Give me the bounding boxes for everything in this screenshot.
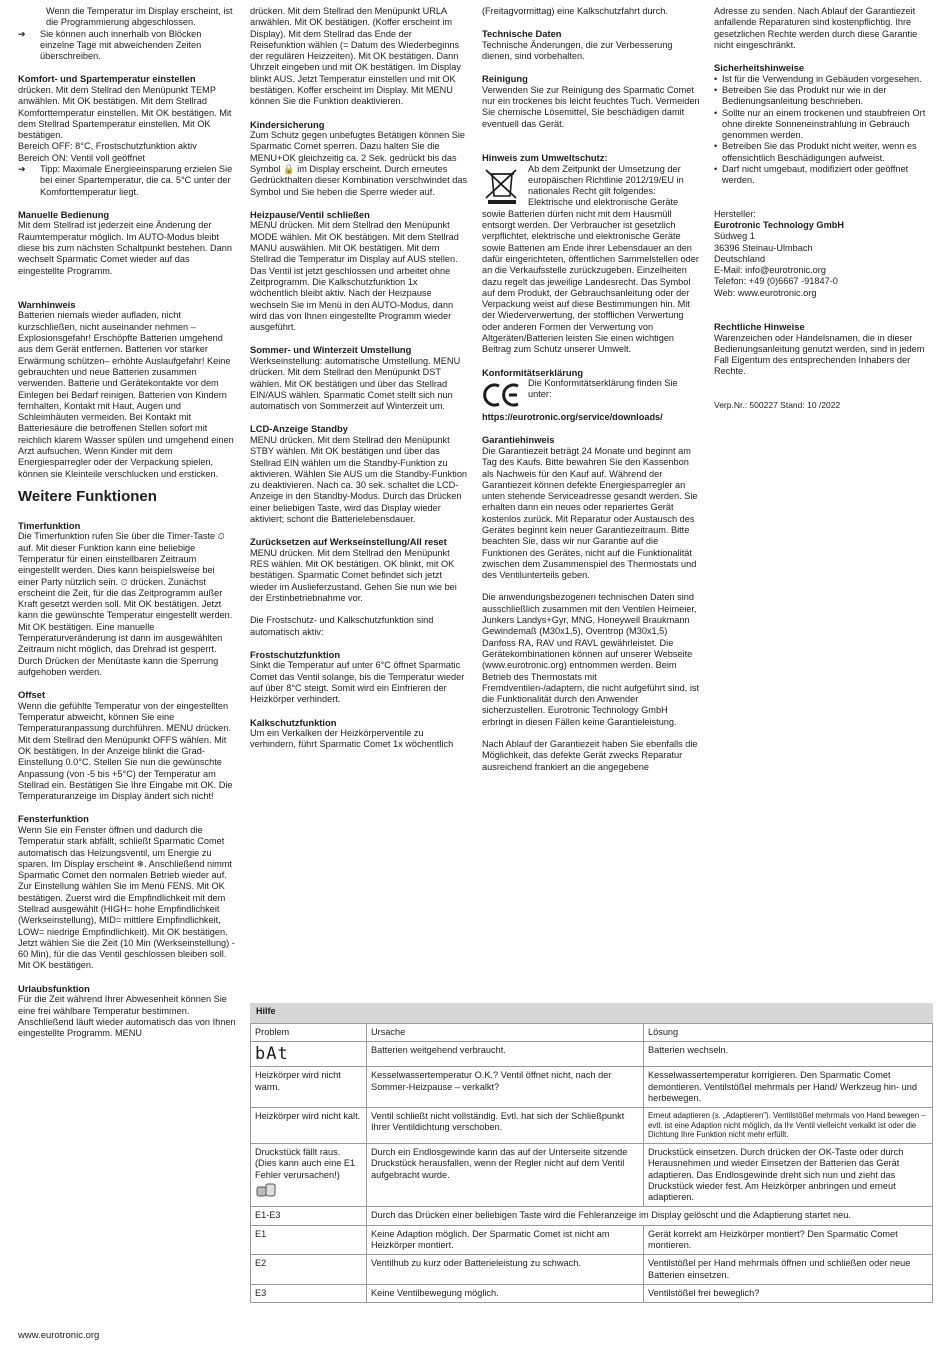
frost-intro: Die Frostschutz- und Kalkschutzfunktion sind automatisch aktiv:: [250, 615, 434, 637]
sicherheit-item-text: Betreiben Sie das Produkt nicht weiter, wenn es offensichtlich Beschädigungen aufweist.: [722, 141, 917, 163]
anwendung-text: Die anwendungsbezogenen technischen Daten sind ausschließlich zusammen mit den Ventilen Heimeier, Junkers Landys+Gyr, MNG, Honeywell Braukmann Gewindemaß (M30x1,5), Oventrop (M30x1,5) Danfoss RA, RAV und RAVL gewährleistet. Die Gerätekombinationen können auf unserer Webseite (www.eurotronic.org) entnommen werden. Beim Betrieb des Thermostats mit Fremdventilen-/adaptern, die nicht aufgeführt sind, ist die Funktionalität durch den Anwender sicherzustellen. Eurotronic Technology GmbH erbringt in diesen Fällen keine Garantieleistung.: [482, 592, 700, 727]
urlaub-heading: Urlaubsfunktion: [18, 982, 90, 994]
bullet-icon: •: [714, 107, 718, 118]
ursache-cell: Keine Ventilbewegung möglich.: [367, 1284, 644, 1302]
frost-heading: Frostschutzfunktion: [250, 648, 341, 660]
garantie-text: Die Garantiezeit beträgt 24 Monate und beginnt am Tag des Kaufs. Bitte bewahren Sie den Kassenbon als Nachweis für den Kauf auf. Während der Garantiezeit können defekte Energiesparregler an unten stehende Serviceadresse gesandt werden. Sie erhalten dann ein neues oder repariertes Gerät kostenlos zurück. Mit Reparatur oder Austausch des Gerätes beginnt kein neuer Garantiezeitraum. Bitte beachten Sie, dass wir nur Garantie auf die Funktionen des Gerätes, nicht auf die Funktionalität zwischen dem Zusammenspiel des Thermostats und des Ventilunterteils geben.: [482, 445, 698, 581]
sicherheit-item-text: Betreiben Sie das Produkt nur wie in der Bedienungsanleitung beschrieben.: [722, 84, 887, 107]
help-table: [250, 1023, 933, 1303]
help-title: Hilfe: [250, 1003, 933, 1023]
tipp-text: Tipp: Maximale Energieeinsparung erzielen Sie bei einer Spartemperatur, die ca. 5°C unter der Komforttemperatur liegt.: [40, 164, 233, 197]
lcd-heading: LCD-Anzeige Standby: [250, 423, 348, 435]
fenster-heading: Fensterfunktion: [18, 813, 89, 825]
hersteller-street: Südweg 1: [714, 231, 755, 242]
table-row: [251, 1225, 933, 1255]
bullet-icon: •: [714, 73, 718, 84]
komfort-heading: Komfort- und Spartemperatur einstellen: [18, 73, 196, 85]
ursache-cell: Durch ein Endlosgewinde kann das auf der Unterseite sitzende Druckstück herausfallen, wenn der Regler nicht auf dem Ventil aufgebracht wurde.: [367, 1143, 644, 1206]
intro-text-1: Wenn die Temperatur im Display erscheint, ist die Programmierung abgeschlossen.: [46, 6, 233, 28]
table-row: [251, 1067, 933, 1108]
kinder-text: Zum Schutz gegen unbefugtes Betätigen können Sie Sparmatic Comet sperren. Dazu halten Sie die MENU+OK gleichzeitig ca. 2 Sek. gedrückt bis das Symbol 🔒 im Display erscheint. Durch erneutes Gedrückthalten dieser Kombination verschwindet das Symbol und Sie heben die Sperre wieder auf.: [250, 130, 468, 197]
timer-heading: Timerfunktion: [18, 519, 81, 531]
ursache-cell: Kesselwassertemperatur O.K.? Ventil öffnet nicht, nach der Sommer-Heizpause – verkalkt?: [367, 1067, 644, 1108]
table-row: [251, 1042, 933, 1067]
sicherheit-item-text: Darf nicht umgebaut, modifiziert oder geöffnet werden.: [722, 164, 909, 186]
warn-text: Batterien niemals wieder aufladen, nicht kurzschließen, nicht auseinander nehmen – Explosionsgefahr! Erschöpfte Batterien umgehend aus dem Gerät entfernen. Batterien vor starker Erwärmung schützen– erhöhte Auslaufgefahr! Keine gebrauchten und neue Batterien zusammen verwenden. Batterie und Gerätekontakte vor dem Einlegen bei Bedarf reinigen. Batterien von Kindern fernhalten, Kontakt mit Haut, Augen und Schleimhäuten vermeiden. Bei Kontakt mit Batteriesäure die betroffenen Stellen sofort mit reichlich klarem Wasser spülen und umgehend einen Arzt aufsuchen. Wenn Kinder mit dem Energiesparregler oder der Verpackung spielen, können sie Kleinteile verschlucken und ersticken.: [18, 310, 234, 479]
intro-arrow-item: [18, 29, 236, 63]
hersteller-label: Hersteller:: [714, 208, 756, 219]
sicherheit-heading: Sicherheitshinweise: [714, 62, 805, 74]
sommer-heading: Sommer- und Winterzeit Umstellung: [250, 344, 412, 356]
timer-text: Die Timerfunktion rufen Sie über die Timer-Taste ⏲ auf. Mit dieser Funktion kann eine beliebige Temperatur für einen einstellbaren Zeitraum eingestellt werden. Dies kann beispielsweise bei einer Party nützlich sein. ⏲ drücken. Zunächst erscheint die Zeit, für die das Zeitprogramm außer Kraft gesetzt werden soll. Mit OK bestätigen. Jetzt kann die gewünschte Temperatur eingestellt werden. Mit OK bestätigen. Eine manuelle Temperaturveränderung ist dann im ausgewählten Zeitraum nicht möglich, das Drehrad ist gesperrt. Durch Drücken der Menütaste kann die Sperrung aufgehoben werden.: [18, 531, 233, 677]
column-4: [714, 6, 932, 411]
problem-cell: [251, 1143, 367, 1206]
urlaub-text: Für die Zeit während Ihrer Abwesenheit können Sie eine frei wählbare Temperatur bestimmen. Anschließend läuft wieder automatisch das von Ihnen eingestellte Programm. MENU: [18, 994, 236, 1039]
sicherheit-item: [714, 108, 932, 142]
frost-text: Sinkt die Temperatur auf unter 6°C öffnet Sparmatic Comet das Ventil solange, bis die Temperatur wieder auf über 8°C steigt. Somit wird ein Einfrieren der Heizkörper verhindert.: [250, 660, 465, 705]
lcd-text: MENU drücken. Mit dem Stellrad den Menüpunkt STBY wählen. Mit OK bestätigen und über das Stellrad EIN wählen um die Standby-Funktion zu aktivieren. Wählen Sie AUS um die Standby-Funktion zu deaktivieren. Nach ca. 30 sek. schaltet die LCD-Anzeige in den Standby-Modus. Durch das Drücken einer beliebigen Taste, wird das Display wieder aktiviert; schont die Batterielebensdauer.: [250, 434, 468, 524]
recht-text: Warenzeichen oder Handelsnamen, die in dieser Bedienungsanleitung genutzt werden, sind in jedem Fall Eigentum des entsprechenden Inhabers der Rechte.: [714, 332, 925, 377]
problem-cell: E3: [251, 1284, 367, 1302]
loesung-cell: Kesselwassertemperatur korrigieren. Den Sparmatic Comet demontieren. Ventilstößel mehrmals per Hand/ Werkzeug hin- und herbewegen.: [644, 1067, 933, 1108]
table-row: [251, 1284, 933, 1302]
header-loesung: Lösung: [644, 1024, 933, 1042]
hersteller-city: 36396 Steinau-Ulmbach: [714, 242, 813, 253]
header-problem: Problem: [251, 1024, 367, 1042]
sicherheit-item-text: Sollte nur an einem trockenen und staubfreien Ort ohne direkte Sonneneinstrahlung in Gebrauch genommen werden.: [722, 107, 926, 141]
reinigung-heading: Reinigung: [482, 73, 528, 85]
hersteller-name: Eurotronic Technology GmbH: [714, 219, 844, 230]
loesung-cell: Ventilstößel frei beweglich?: [644, 1284, 933, 1302]
ursache-cell: Batterien weitgehend verbraucht.: [367, 1042, 644, 1067]
hersteller-country: Deutschland: [714, 253, 766, 264]
konform-link[interactable]: https://eurotronic.org/service/downloads/: [482, 412, 663, 423]
problem-cell: E1: [251, 1225, 367, 1255]
bullet-icon: •: [714, 84, 718, 95]
heizpause-heading: Heizpause/Ventil schließen: [250, 208, 370, 220]
bullet-icon: •: [714, 141, 718, 152]
sicherheit-item-text: Ist für die Verwendung in Gebäuden vorgesehen.: [722, 73, 922, 84]
pressure-piece-icon: [255, 1181, 277, 1199]
sicherheit-item: [714, 74, 932, 85]
tipp-item: [18, 164, 236, 198]
problem-cell: Heizkörper wird nicht warm.: [251, 1067, 367, 1108]
konform-text: Die Konformitätserklärung finden Sie unter:: [528, 378, 678, 400]
ursache-cell: Ventilhub zu kurz oder Batterieleistung zu schwach.: [367, 1255, 644, 1285]
table-row: [251, 1255, 933, 1285]
umwelt-block: [482, 164, 700, 356]
kalk-heading: Kalkschutzfunktion: [250, 716, 337, 728]
offset-heading: Offset: [18, 689, 46, 701]
konform-heading: Konformitätserklärung: [482, 366, 584, 378]
problem-text: Druckstück fällt raus. (Dies kann auch eine E1 Fehler verursachen!): [255, 1146, 356, 1180]
problem-cell: Heizkörper wird nicht kalt.: [251, 1108, 367, 1144]
ursache-cell: Keine Adaption möglich. Der Sparmatic Comet ist nicht am Heizkörper montiert.: [367, 1225, 644, 1255]
konform-block: [482, 378, 700, 423]
ursache-cell: Durch das Drücken einer beliebigen Taste wird die Fehleranzeige im Display gelöscht und die Adaptierung startet neu.: [367, 1207, 933, 1225]
column-3: [482, 6, 700, 773]
hersteller-email[interactable]: E-Mail: info@eurotronic.org: [714, 265, 826, 276]
column-2: [250, 6, 468, 751]
ce-mark-icon: [482, 380, 522, 410]
hersteller-phone: Telefon: +49 (0)6667 -91847-0: [714, 276, 838, 287]
problem-cell: [251, 1042, 367, 1067]
loesung-cell: Druckstück einsetzen. Durch drücken der OK-Taste oder durch Herausnehmen und wieder Einsetzen der Batterien das Gerät adaptieren. Das Endlosgewinde dreht sich nun und zieht das Druckstück wieder fest. Am Heizkörper anbringen und erneut adaptieren.: [644, 1143, 933, 1206]
table-header-row: [251, 1024, 933, 1042]
manuell-text: Mit dem Stellrad ist jederzeit eine Änderung der Raumtemperatur möglich. Im AUTO-Modus bleibt diese bis zum nächsten Schaltpunkt bestehen. Dann wechselt Sparmatic Comet wieder auf das eingestellte Programm.: [18, 220, 232, 276]
umwelt-text: Ab dem Zeitpunkt der Umsetzung der europäischen Richtlinie 2012/19/EU in nationales Recht gilt folgendes: Elektrische und elektronische Geräte sowie Batterien dürfen nicht mit dem Hausmüll entsorgt werden. Der Verbraucher ist gesetzlich verpflichtet, elektrische und elektronische Geräte sowie Batterien am Ende ihrer Lebensdauer an den dafür eingerichteten, öffentlichen Sammelstellen oder an die Verkaufsstelle zurückzugeben. Einzelheiten dazu regelt das jeweilige Landesrecht. Das Symbol auf dem Produkt, der Gebrauchsanleitung oder der Verpackung weist auf diese Bestimmungen hin. Mit der Wiederverwertung, der stofflichen Verwertung oder anderen Formen der Verwertung von Altgeräten/Batterien leisten Sie einen wichtigen Beitrag zum Schutz unserer Umwelt.: [482, 163, 699, 355]
loesung-cell: Ventilstößel per Hand mehrmals öffnen und schließen oder neue Batterien einsetzen.: [644, 1255, 933, 1285]
loesung-cell: Erneut adaptieren (s. „Adaptieren"). Ventilstößel mehrmals von Hand bewegen – evtl. ist eine Adaption nicht möglich, da Ihr Ventil vielleicht verkalkt ist oder die Dichtung Ihre Funktion nicht mehr erfüllt.: [644, 1108, 933, 1144]
reinigung-text: Verwenden Sie zur Reinigung des Sparmatic Comet nur ein trockenes bis leicht feuchtes Tuch. Vermeiden Sie chemische Lösemittel, Sie beschädigen damit eventuell das Gerät.: [482, 84, 700, 129]
sicherheit-item: [714, 164, 932, 187]
intro-text-2: Sie können auch innerhalb von Blöcken einzelne Tage mit abweichenden Zeiten überschreiben.: [40, 28, 202, 62]
kinder-heading: Kindersicherung: [250, 118, 325, 130]
fenster-text: Wenn Sie ein Fenster öffnen und dadurch die Temperatur stark abfällt, schließt Sparmatic Comet automatisch das Heizungsventil, um Energie zu sparen. Im Display erscheint ❄. Anschließend nimmt Sparmatic Comet den normalen Betrieb wieder auf. Zur Einstellung wählen Sie im Menü FENS. Mit OK bestätigen. Zuerst wird die Empfindlichkeit mit dem Stellrad ausgewählt (HIGH= hohe Empfindlichkeit (Werkseinstellung), MID= mittlere Empfindlichkeit, LOW= niedrige Empfindlichkeit). Mit OK bestätigen. Jetzt wählen Sie die Zeit (10 Min (Werkseinstellung) - 60 Min), für die das Ventil geschlossen bleiben soll. Mit OK bestätigen.: [18, 824, 235, 971]
loesung-cell: Gerät korrekt am Heizkörper montiert? Den Sparmatic Comet montieren.: [644, 1225, 933, 1255]
header-ursache: Ursache: [367, 1024, 644, 1042]
offset-text: Wenn die gefühlte Temperatur von der eingestellten Temperatur abweicht, können Sie eine Temperaturanpassung durchführen. MENU drücken. Mit dem Stellrad den Menüpunkt OFFS wählen. Mit OK bestätigen. In der Anzeige blinkt die Grad-Einstellung 0.0°C. Stellen Sie nun die gewünschte Anpassung (von -5 bis +5°C) der Temperatur am Stellrad ein. Bestätigen Sie Ihre Eingabe mit OK. Die Temperaturanzeige im Display ändert sich nicht!: [18, 700, 233, 802]
arrow-icon: ➔: [18, 28, 26, 39]
kalk-cont-text: (Freitagvormittag) eine Kalkschutzfahrt durch.: [482, 6, 668, 16]
kalk-text: Um ein Verkalken der Heizkörperventile zu verhindern, führt Sparmatic Comet 1x wöchentlich: [250, 728, 454, 750]
problem-cell: E1-E3: [251, 1207, 367, 1225]
nach-text: Nach Ablauf der Garantiezeit haben Sie ebenfalls die Möglichkeit, das defekte Gerät zwecks Reparatur ausreichend frankiert an die angegebene: [482, 739, 698, 772]
bullet-icon: •: [714, 164, 718, 175]
reset-heading: Zurücksetzen auf Werkseinstellung/All reset: [250, 536, 447, 548]
problem-cell: E2: [251, 1255, 367, 1285]
umwelt-heading: Hinweis zum Umweltschutz:: [482, 152, 608, 164]
weee-bin-icon: [482, 166, 522, 206]
garantie-heading: Garantiehinweis: [482, 434, 555, 446]
loesung-cell: Batterien wechseln.: [644, 1042, 933, 1067]
recht-heading: Rechtliche Hinweise: [714, 321, 805, 333]
column-1: [18, 6, 236, 1039]
arrow-icon: ➔: [18, 164, 26, 175]
garantie-cont-text: Adresse zu senden. Nach Ablauf der Garantiezeit anfallende Reparaturen sind kostenpflichtig. Ihre gesetzlichen Rechte werden durch diese Garantie nicht eingeschränkt.: [714, 6, 918, 50]
sommer-text: Werkseinstellung: automatische Umstellung. MENU drücken. Mit dem Stellrad den Menüpunkt DST wählen. Mit OK bestätigen und über das Stellrad EIN/AUS wählen. Sparmatic Comet stellt sich nun automatisch von Sommerzeit auf Winterzeit um.: [250, 355, 461, 412]
verp-info: Verp.Nr.: 500227 Stand: 10 /2022: [714, 399, 841, 410]
table-row: [251, 1108, 933, 1144]
sicherheit-item: [714, 141, 932, 164]
tech-text: Technische Änderungen, die zur Verbesserung dienen, sind vorbehalten.: [482, 39, 673, 62]
heizpause-text: MENU drücken. Mit dem Stellrad den Menüpunkt MODE wählen. Mit OK bestätigen. Mit dem Stellrad MANU auswählen. Mit OK bestätigen. Mit dem Stellrad die Temperatur im Display auf AUS stellen. Das Ventil ist jetzt geschlossen und arbeitet ohne Zeitprogramm. Die Kalkschutzfunktion 1x wöchentlich bleibt aktiv. Nach der Heizpause wechseln Sie im Menü in den AUTO-Modus, dann wird das von Ihnen eingestellte Programm wieder ausgeführt.: [250, 220, 459, 333]
komfort-text: drücken. Mit dem Stellrad den Menüpunkt TEMP anwählen. Mit OK bestätigen. Mit dem Stellrad Komforttemperatur einstellen. Mit OK bestätigen. Mit dem Stellrad Spartemperatur einstellen. Mit OK bestätigen.: [18, 84, 232, 141]
hersteller-web[interactable]: Web: www.eurotronic.org: [714, 287, 817, 298]
footer-url[interactable]: www.eurotronic.org: [18, 1330, 100, 1341]
reset-text: MENU drücken. Mit dem Stellrad den Menüpunkt RES wählen. Mit OK bestätigen. OK blinkt, mit OK bestätigen. Sparmatic Comet befindet sich jetzt wieder im Auslieferzustand. Gehen Sie nun wie bei der Erstinbetriebnahme vor.: [250, 547, 457, 603]
help-table-section: [250, 1003, 933, 1303]
weitere-heading: Weitere Funktionen: [18, 487, 157, 505]
komfort-on: Bereich ON: Ventil voll geöffnet: [18, 152, 145, 163]
urlaub-cont-text: drücken. Mit dem Stellrad den Menüpunkt URLA anwählen. Mit OK bestätigen. (Koffer erscheint im Display). Mit dem Stellrad das Ende der Reisefunktion wählen (= Datum des Wiederbeginns der regulären Heizzeiten). Mit OK bestätigen. Dann Uhrzeit eingeben und mit OK bestätigen. Im Display blinkt AUS. Jetzt Temperatur einstellen und mit OK bestätigen. Koffer erscheint im Display. Mit MENU können Sie die Funktion deaktivieren.: [250, 6, 461, 107]
table-row: [251, 1143, 933, 1206]
table-row: [251, 1207, 933, 1225]
tech-heading: Technische Daten: [482, 28, 562, 40]
komfort-off: Bereich OFF: 8°C, Frostschutzfunktion aktiv: [18, 141, 197, 152]
sicherheit-item: [714, 85, 932, 108]
warn-heading: Warnhinweis: [18, 298, 76, 310]
manuell-heading: Manuelle Bedienung: [18, 208, 110, 220]
bat-display-text: bAt: [255, 1044, 289, 1065]
ursache-cell: Ventil schließt nicht vollständig. Evtl. hat sich der Schließpunkt Ihrer Ventildichtung verschoben.: [367, 1108, 644, 1144]
